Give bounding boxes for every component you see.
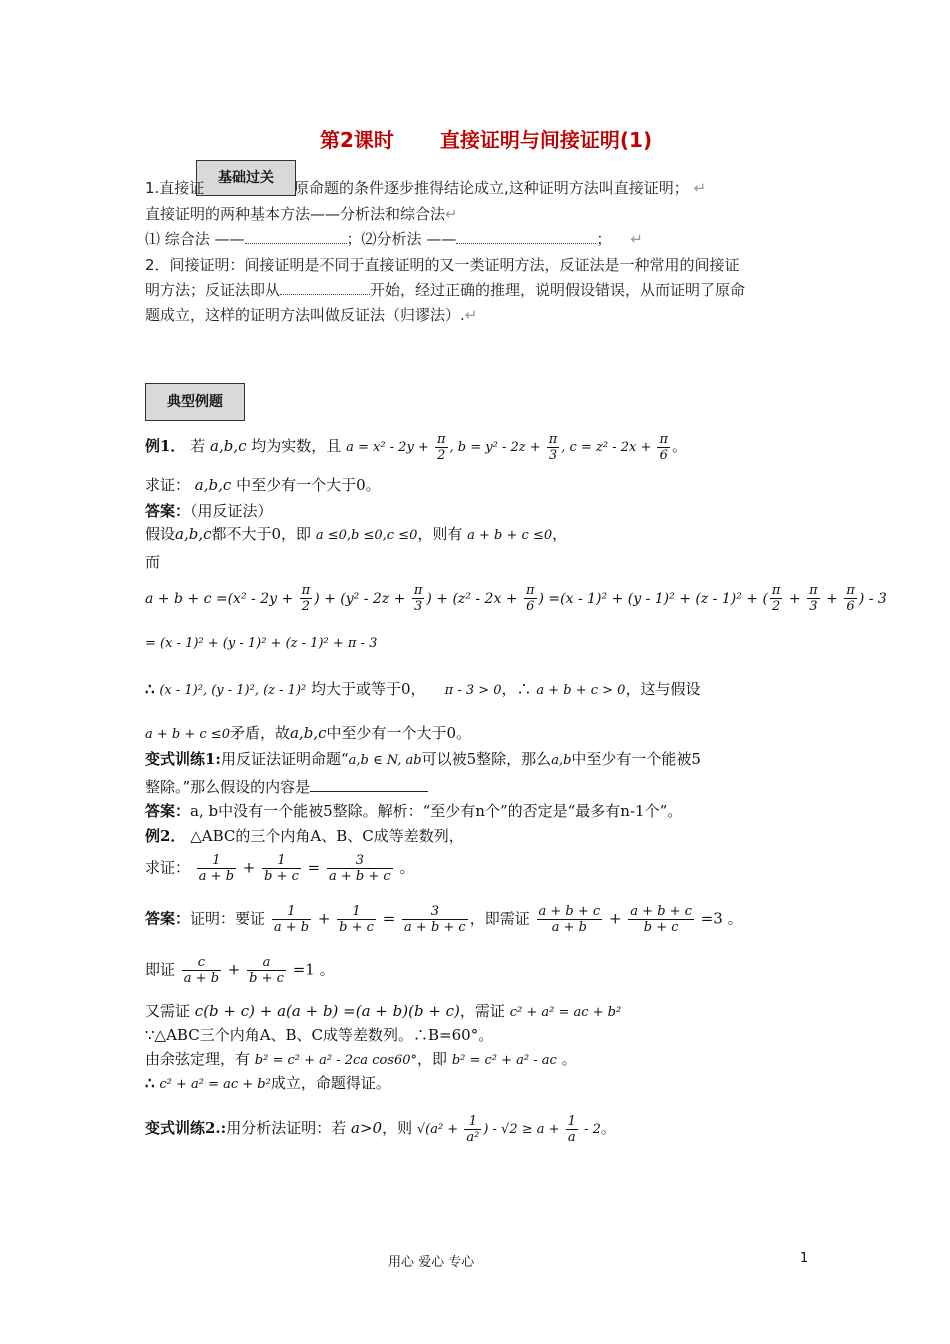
- text: 而: [145, 553, 161, 571]
- return-mark-icon: ↵: [693, 179, 707, 197]
- math-sum: a + b + c ≤0: [145, 727, 230, 742]
- page-number: [800, 1251, 808, 1266]
- math-condition: a ≤0,b ≤0,c ≤0: [315, 528, 418, 543]
- fraction: $\frac{c}{a + b}$: [183, 955, 220, 986]
- training1-answer: [145, 800, 682, 821]
- para-direct-proof-1a: [145, 177, 204, 198]
- example2-step2: 即证 $\frac{c}{a + b}$ + $\frac{a}{b + c}$ =1 。: [145, 955, 335, 986]
- text: a, b中没有一个能被5整除。解析：“至少有n个”的否定是“最多有n-1个”。: [190, 802, 683, 820]
- text: ，即需证: [469, 909, 530, 928]
- para-methods-blanks: [145, 228, 643, 249]
- text: 开始，经过正确的推理，说明假设错误，从而证明了原命: [370, 281, 746, 299]
- text: ∵△ABC三个内角A、B、C成等差数列。∴B=60°。: [145, 1026, 494, 1044]
- math-expression: c(b + c) + a(a + b) =(a + b)(b + c): [194, 1002, 460, 1020]
- math-condition: a,b ∈ N, ab: [348, 753, 422, 768]
- fraction: $\frac{1}{b + c}$: [339, 904, 374, 935]
- training-label: 变式训练2.:: [145, 1119, 227, 1137]
- text: 。: [672, 437, 688, 455]
- example2-because: [145, 1024, 493, 1045]
- text: 都不大于0，即: [211, 525, 312, 543]
- example2-statement: [145, 825, 464, 846]
- example1-prove: [145, 474, 381, 495]
- text: 求证：: [145, 858, 191, 877]
- blank-synthesis: [245, 231, 347, 244]
- fraction: $\frac{a}{b + c}$: [249, 955, 284, 986]
- math-vars: a,b,c: [210, 437, 247, 455]
- therefore-symbol: ∴: [145, 680, 155, 698]
- training1-statement: [145, 748, 701, 769]
- text: 由余弦定理，有: [145, 1050, 251, 1068]
- text: ，则: [382, 1119, 413, 1137]
- section-label-examples: [145, 383, 245, 421]
- example1-sum-expression: [145, 583, 887, 614]
- math-sum-positive: a + b + c > 0: [536, 683, 626, 698]
- text: 若: [190, 437, 206, 455]
- math-expression: = (x - 1)² + (y - 1)² + (z - 1)² + π - 3: [145, 636, 378, 651]
- text: ，∴: [501, 680, 532, 698]
- math-condition: a>0: [351, 1119, 383, 1137]
- text: 可以被5整除，那么: [421, 750, 552, 768]
- example-label: 例1．: [145, 437, 186, 455]
- text: △ABC的三个内角A、B、C成等差数列，: [190, 827, 464, 845]
- math-expression: b² = c² + a² - 2ca cos60°: [254, 1053, 418, 1068]
- math-inequality: √(a² + $\frac{1}{\text{a²}}$ ) - √2 ≥ a + $\frac{1}{a}$ - 2: [416, 1114, 601, 1145]
- section-label-basics: [196, 160, 296, 196]
- math-expression: c² + a² = ac + b²: [159, 1077, 271, 1092]
- text: ，则有: [417, 525, 463, 543]
- text: =1 。: [292, 960, 335, 979]
- math-sum-expression: a + b + c =(x² - 2y + $\frac{\pi}{2}$ ) + (y² - 2z + $\frac{\pi}{3}$ ) + (z² - 2x + $\frac{\pi}{6}$ ) =(x - 1)² + (y - 1)² + (z - 1)² + ( $\frac{\pi}{2}$ + $\frac{\pi}{3}$ + $\frac{\pi}{6}$ ) - 3: [145, 583, 887, 614]
- text: 即证: [145, 960, 176, 979]
- section-label-text: 典型例题: [167, 394, 223, 410]
- math-vars-ab: a,b: [551, 753, 572, 768]
- text: 矛盾，故: [229, 724, 290, 742]
- math-vars: a,b,c: [194, 476, 232, 494]
- fraction: $\frac{a + b + c}{a + b}$: [538, 904, 601, 935]
- return-mark-icon: ↵: [464, 306, 478, 324]
- blank-analysis: [456, 231, 596, 244]
- text: ，: [552, 525, 568, 543]
- math-squares: (x - 1)², (y - 1)², (z - 1)²: [159, 683, 307, 698]
- lesson-number: 第2课时: [320, 128, 394, 152]
- math-definitions: a = x² - 2y + $\frac{\pi}{2}$ , b = y² - 2z + $\frac{\pi}{3}$ , c = z² - 2x + $\frac{\pi}{6}$: [346, 432, 669, 463]
- text: 。: [600, 1119, 616, 1137]
- example1-conclusion: [145, 722, 471, 743]
- example1-and: [145, 551, 160, 572]
- text: ，即: [417, 1050, 448, 1068]
- text: 均为实数，且: [251, 437, 342, 455]
- example-label: 例2．: [145, 827, 186, 845]
- blank-contradiction: [280, 282, 370, 295]
- fraction: $\frac{1}{a + b}$: [273, 904, 310, 935]
- answer-blank: [310, 777, 428, 792]
- text: ；⑵分析法 ——: [346, 230, 457, 248]
- text: 1: [800, 1251, 809, 1266]
- page-title: [320, 124, 652, 153]
- example2-answer: 答案：证明：要证 $\frac{1}{a + b}$ + $\frac{1}{b + c}$ = $\frac{3}{a + b + c}$ ，即需证 $\frac{a + b + c}{a + b}$ + $\frac{a + b + c}{b + c}$ =3 。: [145, 904, 743, 935]
- fraction: $\frac{1}{b + c}$: [264, 853, 299, 884]
- text: ，这与假设: [625, 680, 701, 698]
- example2-prove: 求证： $\frac{1}{a + b}$ + $\frac{1}{b + c}$ = $\frac{3}{a + b + c}$ 。: [145, 853, 415, 884]
- fraction: $\frac{1}{a + b}$: [198, 853, 235, 884]
- text: 1.直接证: [145, 179, 205, 197]
- text: ，需证: [459, 1002, 505, 1020]
- text: 成立，命题得证。: [270, 1074, 391, 1092]
- para-indirect-1: [145, 254, 740, 275]
- training-label: 变式训练1:: [145, 750, 221, 768]
- text: 中至少有一个大于0。: [236, 476, 381, 494]
- footer-text: [388, 1251, 474, 1270]
- fraction: $\frac{a + b + c}{b + c}$: [630, 904, 692, 935]
- text: 又需证: [145, 1002, 191, 1020]
- section-label-text: 基础过关: [218, 170, 274, 186]
- text: 原命题的条件逐步推得结论成立,这种证明方法叫直接证明；: [294, 179, 689, 197]
- answer-label: 答案：: [145, 909, 191, 928]
- example1-statement: [145, 432, 687, 463]
- text: 用心 爱心 专心: [388, 1255, 475, 1270]
- text: ⑴ 综合法 ——: [145, 230, 245, 248]
- text: ；: [596, 230, 612, 248]
- text: 中至少有一个能被5: [571, 750, 701, 768]
- example1-assumption: [145, 523, 567, 544]
- example2-step3: [145, 1000, 621, 1021]
- therefore-symbol: ∴: [145, 1074, 155, 1092]
- fraction: $\frac{3}{a + b + c}$: [404, 904, 466, 935]
- fraction: $\frac{3}{a + b + c}$: [329, 853, 391, 884]
- text: 题成立，这样的证明方法叫做反证法（归谬法）.: [145, 306, 465, 324]
- answer-label: 答案：: [145, 802, 191, 820]
- return-mark-icon: ↵: [445, 205, 458, 223]
- text: 2．间接证明：间接证明是不同于直接证明的又一类证明方法，反证法是一种常用的间接证: [145, 256, 740, 274]
- example1-eq2: [145, 636, 377, 652]
- math-expression: c² + a² = ac + b²: [509, 1005, 622, 1020]
- text: 明方法；反证法即从: [145, 281, 281, 299]
- text: （用反证法）: [190, 502, 273, 520]
- math-vars: a,b,c: [175, 525, 212, 543]
- text: 用反证法证明命题“: [220, 750, 349, 768]
- example1-therefore: [145, 678, 700, 699]
- para-indirect-3: [145, 304, 477, 325]
- para-two-methods: [145, 203, 458, 224]
- text: 中至少有一个大于0。: [326, 724, 472, 742]
- para-direct-proof-1b: [294, 177, 706, 198]
- text: 用分析法证明：若: [226, 1119, 347, 1137]
- return-mark-icon: ↵: [630, 230, 643, 248]
- lesson-topic: 直接证明与间接证明(1): [439, 128, 653, 152]
- math-sum: a + b + c ≤0: [467, 528, 553, 543]
- text: 整除。”那么假设的内容是: [145, 778, 311, 796]
- training1-statement-2: [145, 776, 428, 797]
- text: =3 。: [700, 909, 743, 928]
- text: 直接证明的两种基本方法——分析法和综合法: [145, 205, 446, 223]
- answer-label: 答案：: [145, 502, 191, 520]
- text: 假设: [145, 525, 176, 543]
- example2-cosine: 由余弦定理，有 b² = c² + a² - 2ca cos60°，即 b² = c² + a² - ac 。: [145, 1050, 577, 1068]
- math-expression: b² = c² + a² - ac: [451, 1053, 557, 1068]
- training2-statement: [145, 1114, 616, 1145]
- text: 求证：: [145, 476, 191, 494]
- para-indirect-2: [145, 279, 745, 300]
- example1-answer-label: [145, 500, 273, 521]
- example2-final: [145, 1072, 391, 1093]
- text: 证明：要证: [190, 909, 266, 928]
- math-vars: a,b,c: [289, 724, 327, 742]
- text: 均大于或等于0，: [311, 680, 426, 698]
- math-pi-positive: π - 3 > 0: [444, 683, 502, 698]
